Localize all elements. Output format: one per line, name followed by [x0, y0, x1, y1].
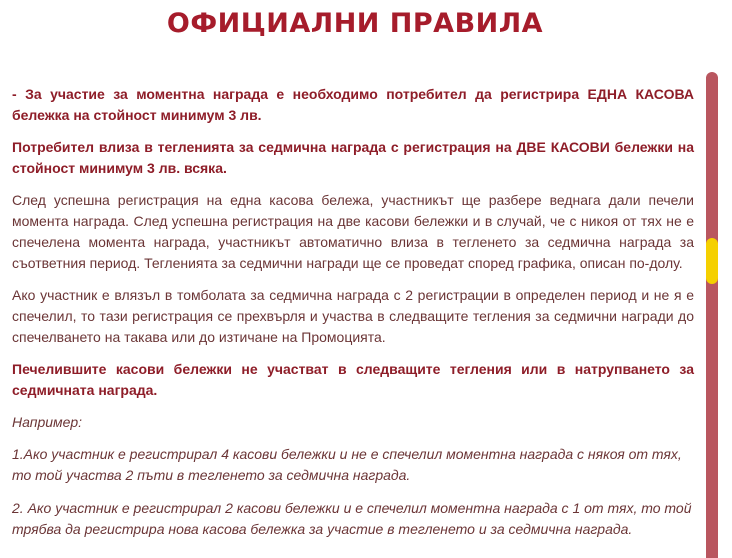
rule-single-receipt: - За участие за моментна награда е необходимо потребител да регистрира ЕДНА КАСОВА бележка на стойност минимум 3 лв. [12, 86, 694, 123]
example-item-2: 2. Ако участник е регистрирал 2 касови бележки и е спечелил моментна награда с 1 от тях, то той трябва да регистрира нова касова бележка за участие в тегленето и за седмична награда. [12, 500, 692, 537]
rule-two-receipts: Потребител влиза в тегленията за седмична награда с регистрация на ДВЕ КАСОВИ бележки на стойност минимум 3 лв. всяка. [12, 139, 694, 176]
example-heading: Например: [12, 414, 83, 430]
example-item-1: 1.Ако участник е регистрирал 4 касови бележки и не е спечелил моментна награда с някоя от тях, то той участва 2 пъти в тегленето за седмична награда. [12, 446, 682, 483]
rule-registration-process: След успешна регистрация на една касова бележа, участникът ще разбере веднага дали печели момента награда. След успешна регистрация на две касови бележки и в случай, че с никоя от тях не е спечелена момента награда, участникът автоматично влиза в тегленето за седмична награда за съответния период. Тегленията за седмични награди ще се проведат според графика, описан по-долу. [12, 192, 694, 271]
scrollbar-track[interactable] [706, 72, 718, 558]
page-title: ОФИЦИАЛНИ ПРАВИЛА [166, 8, 544, 39]
example-block [12, 412, 694, 540]
rules-content [12, 84, 694, 551]
rule-transfer-registration: Ако участник е влязъл в томболата за седмична награда с 2 регистрации в определен период и не я е спечелил, то тази регистрация се прехвърля и участва в следващите тегления за седмични награди до спечелването на такава или до изтичане на Промоцията. [12, 287, 694, 345]
scrollbar-thumb[interactable] [706, 238, 718, 284]
rule-winning-receipts: Печелившите касови бележки не участват в следващите тегления или в натрупването за седмичната награда. [12, 361, 694, 398]
